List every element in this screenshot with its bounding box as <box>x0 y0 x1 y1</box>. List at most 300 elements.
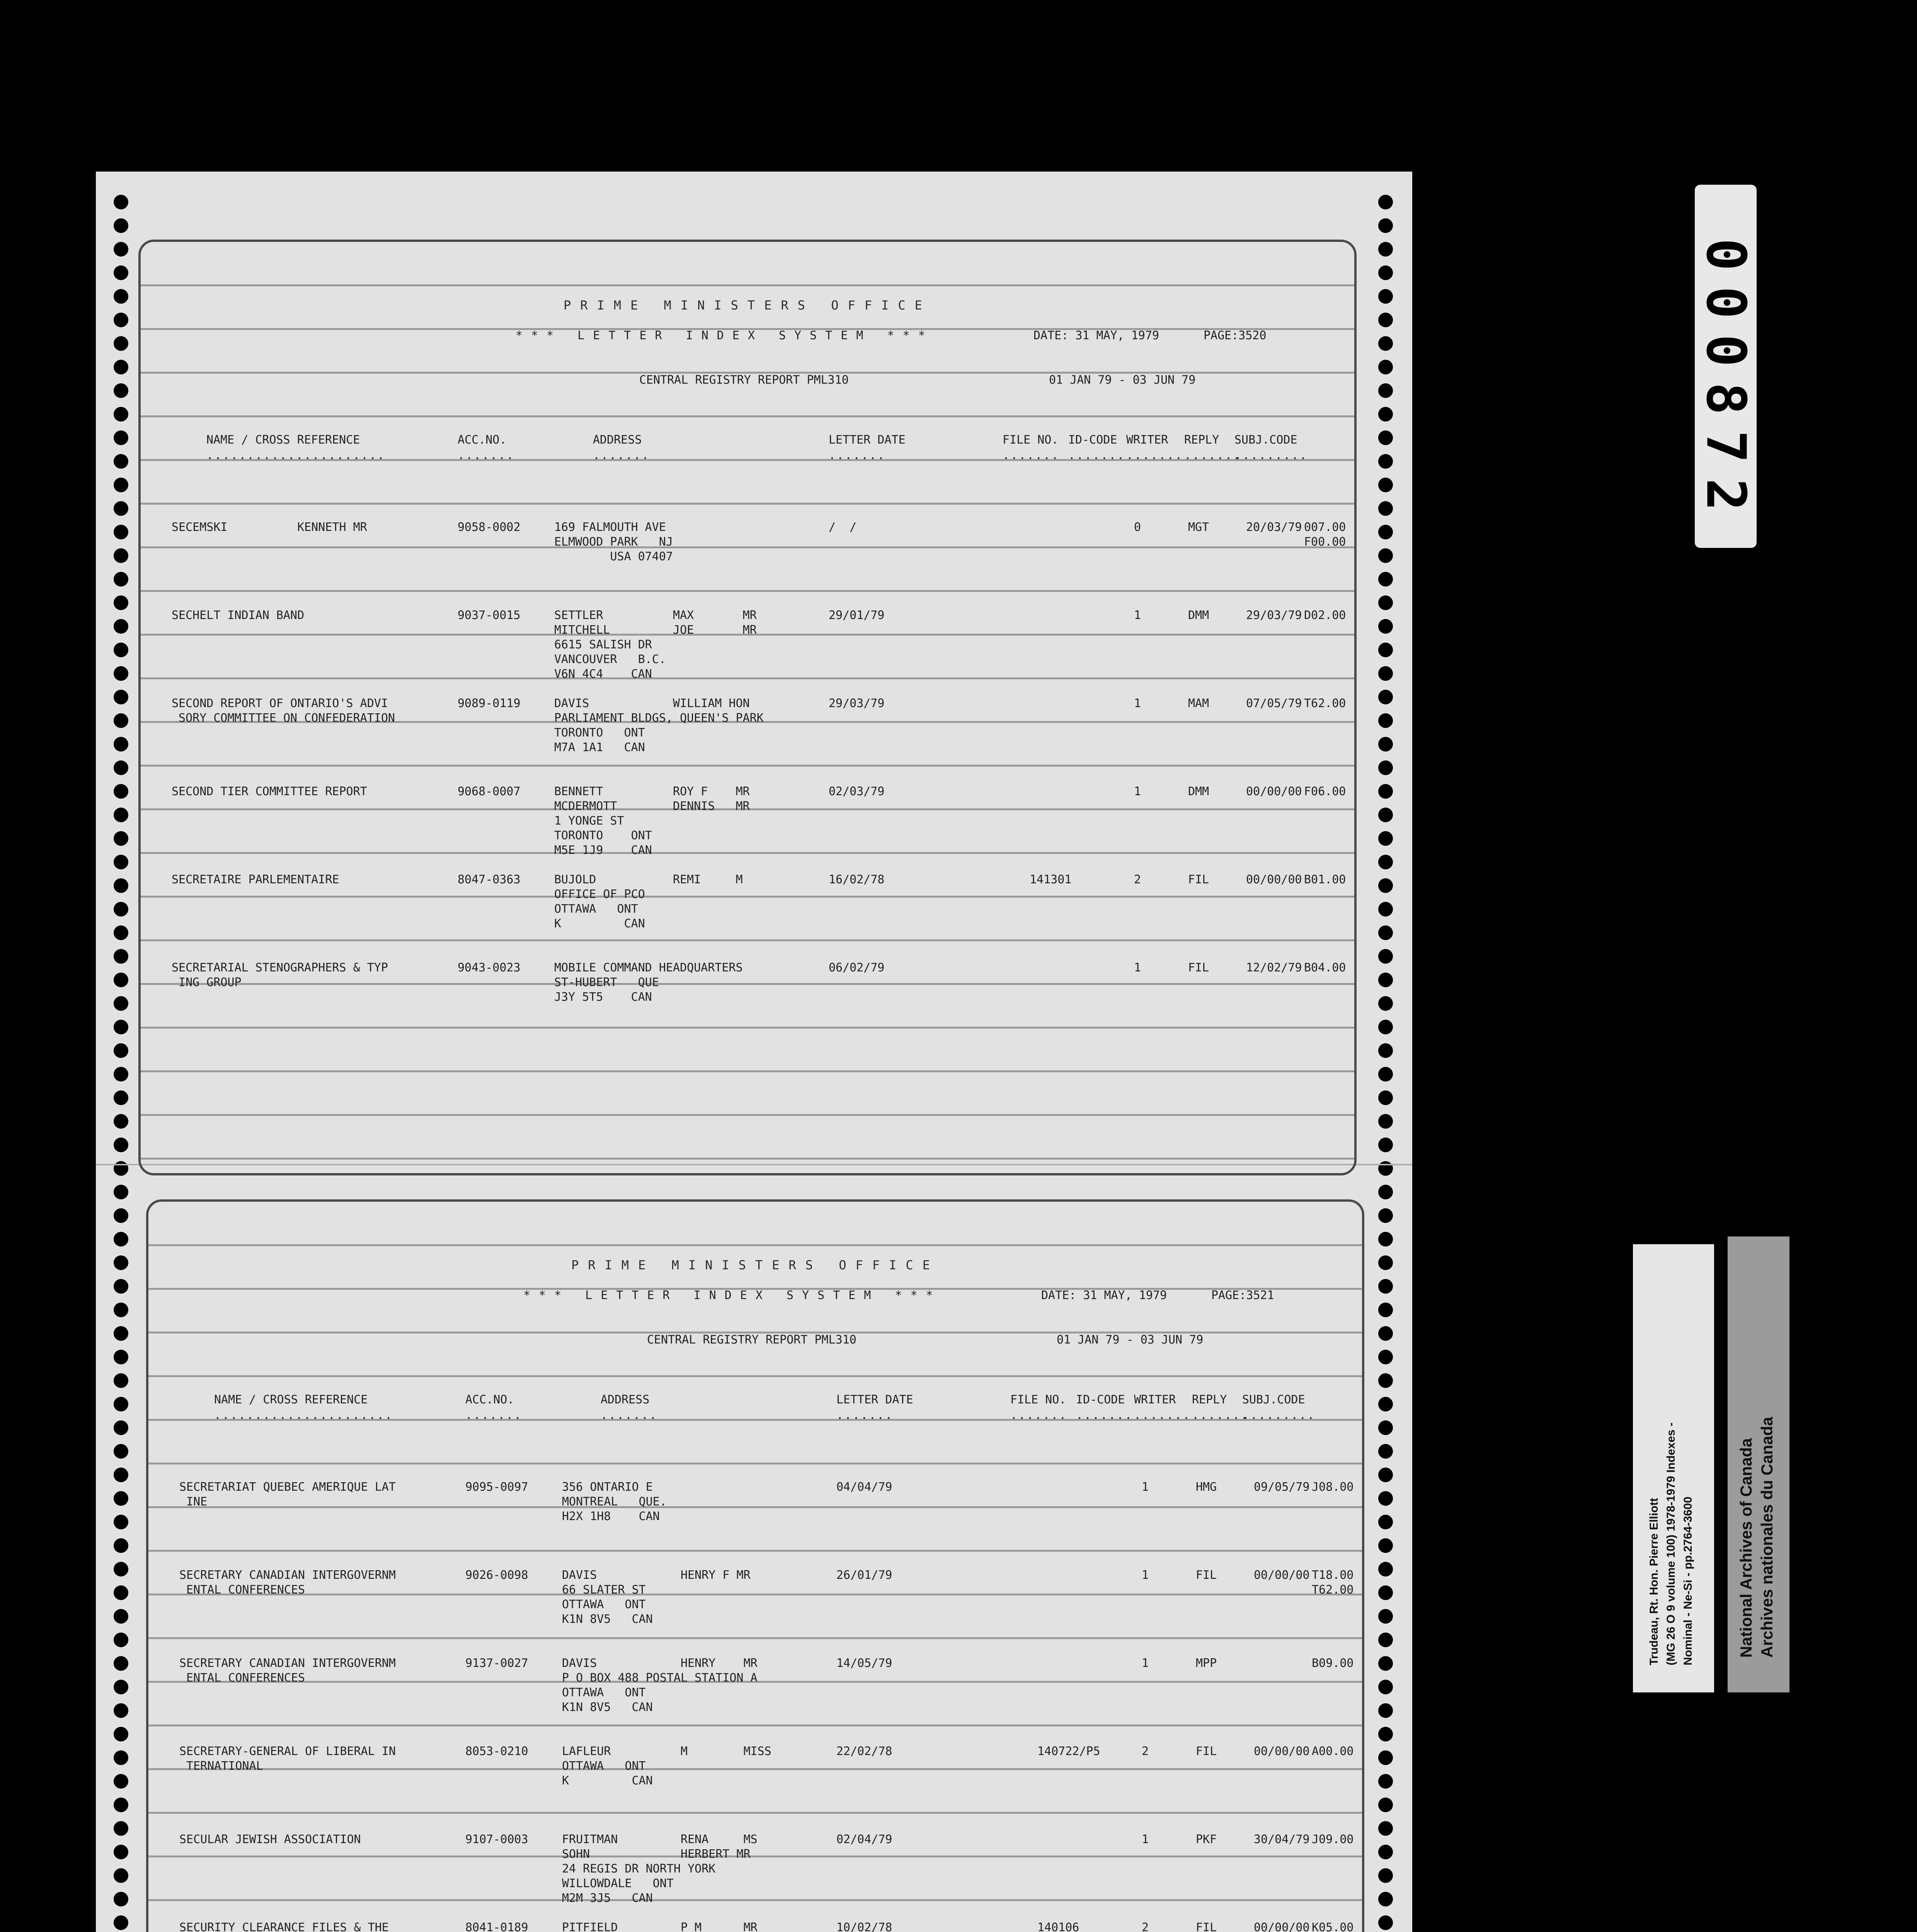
tractor-hole <box>1378 1868 1393 1883</box>
tractor-hole <box>114 1468 128 1482</box>
address-line: PITFIELD P M MR <box>562 1921 758 1932</box>
acc-no-cell: 8047-0363 <box>458 873 521 886</box>
reply-cell: 00/00/00 <box>1246 873 1302 886</box>
name-cell: SECRETARIAT QUEBEC AMERIQUE LAT INE <box>179 1480 396 1509</box>
tractor-hole <box>1378 1138 1393 1152</box>
id-code-cell: 1 <box>1134 697 1141 710</box>
name-cell: SECOND TIER COMMITTEE REPORT <box>172 785 367 798</box>
id-code-cell: 0 <box>1134 520 1141 534</box>
header-underline: ....... <box>829 449 886 462</box>
tractor-hole <box>1378 1397 1393 1412</box>
tractor-hole <box>1378 430 1393 445</box>
tractor-hole <box>1378 973 1393 987</box>
column-header-address: ADDRESS <box>601 1393 650 1406</box>
tractor-hole <box>114 336 128 351</box>
subj-code-cell: B04.00 <box>1304 961 1346 975</box>
tractor-hole <box>114 1043 128 1058</box>
acc-no-cell: 9037-0015 <box>458 609 521 622</box>
tractor-hole <box>1378 1821 1393 1836</box>
table-row <box>141 961 1354 1038</box>
ruled-line <box>141 284 1354 286</box>
tractor-hole <box>114 218 128 233</box>
tractor-hole <box>114 855 128 869</box>
name-cell: SECEMSKI KENNETH MR <box>172 520 367 534</box>
tractor-hole <box>1378 360 1393 374</box>
tractor-hole <box>114 1774 128 1789</box>
tractor-hole <box>1378 407 1393 422</box>
tractor-hole <box>1378 1067 1393 1082</box>
tractor-hole <box>114 713 128 728</box>
reply-cell: 07/05/79 <box>1246 697 1302 710</box>
address-line: BUJOLD REMI M <box>554 873 743 886</box>
tractor-hole <box>114 1090 128 1105</box>
tractor-hole <box>114 1538 128 1553</box>
table-row <box>141 784 1354 862</box>
tractor-hole <box>1378 690 1393 704</box>
address-cell <box>562 1656 758 1715</box>
tractor-hole <box>1378 195 1393 209</box>
tractor-hole <box>1378 265 1393 280</box>
column-header-reply: REPLY <box>1192 1393 1227 1406</box>
archive-stamp <box>1728 1236 1789 1692</box>
tractor-hole <box>1378 383 1393 398</box>
address-cell <box>554 520 673 564</box>
tractor-hole <box>1378 1468 1393 1482</box>
address-cell <box>554 872 743 931</box>
address-line: 24 REGIS DR NORTH YORK <box>562 1862 716 1876</box>
tractor-hole <box>1378 1892 1393 1906</box>
header-underline: ....... <box>836 1408 894 1422</box>
table-row <box>148 1920 1362 1932</box>
tractor-hole <box>1378 1727 1393 1742</box>
tractor-hole <box>114 1185 128 1199</box>
table-row <box>141 696 1354 774</box>
name-cell: SECULAR JEWISH ASSOCIATION <box>179 1833 361 1846</box>
address-cell <box>554 608 757 682</box>
tractor-hole <box>114 1562 128 1577</box>
tractor-hole <box>1378 1279 1393 1294</box>
table-row <box>141 872 1354 950</box>
tractor-hole <box>114 265 128 280</box>
address-line: TORONTO ONT <box>554 726 645 740</box>
subj-code-cell: B09.00 <box>1312 1656 1354 1670</box>
tractor-hole <box>1378 1255 1393 1270</box>
tractor-hole <box>1378 784 1393 799</box>
office-title: PRIME MINISTERS OFFICE <box>564 298 931 313</box>
tractor-hole <box>114 1915 128 1930</box>
system-title: *** LETTER INDEX SYSTEM *** <box>523 1289 941 1302</box>
writer-cell: MPP <box>1196 1656 1217 1670</box>
ruled-line <box>141 415 1354 417</box>
tractor-hole <box>114 1279 128 1294</box>
tractor-hole <box>114 1255 128 1270</box>
tractor-hole <box>1378 313 1393 327</box>
frame-number-text: 000872 <box>1694 238 1757 527</box>
tractor-hole <box>114 289 128 304</box>
id-code-cell: 1 <box>1142 1833 1149 1846</box>
tractor-hole <box>1378 1585 1393 1600</box>
table-row <box>148 1656 1362 1733</box>
tractor-hole <box>1378 454 1393 469</box>
tractor-hole <box>114 1208 128 1223</box>
acc-no-cell: 9043-0023 <box>458 961 521 975</box>
table-row <box>148 1568 1362 1645</box>
address-line: DAVIS HENRY MR <box>562 1656 758 1670</box>
reply-cell: 00/00/00 <box>1254 1568 1310 1582</box>
tractor-hole <box>1378 218 1393 233</box>
acc-no-cell: 9058-0002 <box>458 520 521 534</box>
tractor-hole <box>1378 643 1393 657</box>
tractor-hole <box>114 831 128 846</box>
tractor-hole <box>114 1633 128 1647</box>
header-underline: ....... <box>458 449 515 462</box>
tractor-hole <box>1378 1350 1393 1364</box>
tractor-hole <box>1378 1774 1393 1789</box>
tractor-hole <box>1378 737 1393 752</box>
tractor-hole <box>114 1609 128 1624</box>
tractor-hole <box>1378 1750 1393 1765</box>
header-underline: ....... <box>593 449 650 462</box>
subj-code-cell: T62.00 <box>1304 697 1346 710</box>
letter-date-cell: 06/02/79 <box>829 961 885 975</box>
header-underline: ....... <box>1134 1408 1191 1422</box>
address-line: K CAN <box>554 917 645 930</box>
name-cell: SECRETARY CANADIAN INTERGOVERNM ENTAL CONFERENCES <box>179 1568 396 1597</box>
tractor-hole <box>114 1798 128 1812</box>
reply-cell: 00/00/00 <box>1254 1745 1310 1758</box>
table-row <box>148 1832 1362 1910</box>
id-code-cell: 2 <box>1142 1745 1149 1758</box>
tractor-hole <box>1378 1562 1393 1577</box>
address-line: M7A 1A1 CAN <box>554 741 645 754</box>
tractor-hole <box>1378 572 1393 587</box>
address-cell <box>562 1832 758 1906</box>
tractor-hole <box>1378 1303 1393 1317</box>
address-line: M2M 3J5 CAN <box>562 1891 653 1905</box>
address-cell <box>562 1568 751 1627</box>
tractor-hole <box>1378 878 1393 893</box>
tractor-hole <box>1378 1373 1393 1388</box>
column-header-writer: WRITER <box>1126 433 1168 447</box>
tractor-hole <box>1378 1444 1393 1459</box>
id-code-cell: 1 <box>1142 1568 1149 1582</box>
header-underline: ......... <box>1242 1408 1316 1422</box>
address-line: MOBILE COMMAND HEADQUARTERS <box>554 961 743 975</box>
tractor-hole <box>1378 1845 1393 1859</box>
letter-date-cell: 26/01/79 <box>836 1568 892 1582</box>
tractor-hole <box>114 595 128 610</box>
subj-code-cell: A00.00 <box>1312 1745 1354 1758</box>
ruled-line <box>141 1158 1354 1160</box>
address-line: FRUITMAN RENA MS <box>562 1833 758 1846</box>
tractor-hole <box>114 1161 128 1176</box>
letter-date-cell: 10/02/78 <box>836 1921 892 1932</box>
name-cell: SECRETARY-GENERAL OF LIBERAL IN TERNATIONAL <box>179 1745 396 1773</box>
acc-no-cell: 9089-0119 <box>458 697 521 710</box>
address-line: 169 FALMOUTH AVE <box>554 520 666 534</box>
header-underline: ....... <box>601 1408 658 1422</box>
tractor-hole <box>1378 619 1393 634</box>
writer-cell: MAM <box>1188 697 1209 710</box>
tractor-hole <box>1378 1656 1393 1671</box>
id-code-cell: 1 <box>1134 609 1141 622</box>
tractor-hole <box>114 1067 128 1082</box>
archive-name-en: National Archives of Canada <box>1737 1438 1755 1658</box>
address-line: DAVIS WILLIAM HON <box>554 697 750 710</box>
subj-code-cell: J09.00 <box>1312 1833 1354 1846</box>
acc-no-cell: 9137-0027 <box>465 1656 528 1670</box>
reply-cell: 30/04/79 <box>1254 1833 1310 1846</box>
address-line: M5E 1J9 CAN <box>554 844 652 857</box>
writer-cell: DMM <box>1188 785 1209 798</box>
subj-code-cell: 007.00 F00.00 <box>1304 520 1346 549</box>
tractor-hole <box>114 572 128 587</box>
column-header-address: ADDRESS <box>593 433 642 447</box>
id-code-cell: 1 <box>1142 1480 1149 1494</box>
tractor-hole <box>1378 1798 1393 1812</box>
tractor-hole <box>114 737 128 752</box>
header-underline: ....... <box>1126 449 1183 462</box>
address-line: MITCHELL JOE MR <box>554 623 757 637</box>
subj-code-cell: T18.00 T62.00 <box>1312 1568 1354 1597</box>
address-line: 1 YONGE ST <box>554 814 624 828</box>
tractor-hole <box>1378 1515 1393 1529</box>
tractor-hole <box>114 1420 128 1435</box>
tractor-hole <box>114 784 128 799</box>
tractor-hole <box>114 902 128 917</box>
address-line: USA 07407 <box>554 550 673 563</box>
name-cell: SECRETARY CANADIAN INTERGOVERNM ENTAL CONFERENCES <box>179 1656 396 1685</box>
archive-label <box>1633 1244 1714 1692</box>
reply-cell: 29/03/79 <box>1246 609 1302 622</box>
header-underline: ....... <box>1192 1408 1249 1422</box>
column-header-subj: SUBJ.CODE <box>1242 1393 1305 1406</box>
ruled-line <box>141 503 1354 505</box>
tractor-hole <box>114 1397 128 1412</box>
address-cell <box>554 961 743 1005</box>
address-line: WILLOWDALE ONT <box>562 1877 674 1890</box>
tractor-hole <box>114 454 128 469</box>
column-header-acc: ACC.NO. <box>458 433 507 447</box>
header-underline: ....... <box>465 1408 523 1422</box>
ruled-line <box>148 1375 1362 1377</box>
page-number: PAGE:3520 <box>1204 329 1267 342</box>
writer-cell: MGT <box>1188 520 1209 534</box>
name-cell: SECHELT INDIAN BAND <box>172 609 305 622</box>
letter-date-cell: / / <box>829 520 857 534</box>
tractor-hole <box>1378 1420 1393 1435</box>
tractor-hole <box>114 1491 128 1506</box>
tractor-hole <box>114 478 128 492</box>
tractor-hole <box>114 1114 128 1129</box>
tractor-hole <box>114 313 128 327</box>
reply-cell: 00/00/00 <box>1254 1921 1310 1932</box>
header-underline: ......... <box>1234 449 1308 462</box>
address-line: OFFICE OF PCO <box>554 888 645 901</box>
tractor-hole <box>1378 996 1393 1011</box>
tractor-hole <box>114 666 128 681</box>
address-line: K CAN <box>562 1774 653 1787</box>
address-cell <box>562 1744 771 1788</box>
tractor-hole <box>114 619 128 634</box>
tractor-hole <box>114 242 128 257</box>
address-cell <box>554 696 764 755</box>
address-line: J3Y 5T5 CAN <box>554 990 652 1004</box>
column-header-reply: REPLY <box>1184 433 1219 447</box>
tractor-hole <box>1378 1491 1393 1506</box>
tractor-hole <box>1378 525 1393 539</box>
archive-name-fr: Archives nationales du Canada <box>1758 1417 1776 1658</box>
address-line: H2X 1H8 CAN <box>562 1510 660 1523</box>
tractor-hole <box>114 1326 128 1341</box>
id-code-cell: 1 <box>1142 1656 1149 1670</box>
tractor-hole <box>114 760 128 775</box>
writer-cell: FIL <box>1196 1921 1217 1932</box>
tractor-hole <box>114 548 128 563</box>
header-underline: ....... <box>1010 1408 1067 1422</box>
tractor-hole <box>1378 1208 1393 1223</box>
address-line: OTTAWA ONT <box>562 1686 646 1699</box>
tractor-hole <box>1378 666 1393 681</box>
writer-cell: PKF <box>1196 1833 1217 1846</box>
writer-cell: HMG <box>1196 1480 1217 1494</box>
address-line: LAFLEUR M MISS <box>562 1745 771 1758</box>
writer-cell: FIL <box>1188 873 1209 886</box>
file-no-cell: 141301 <box>1030 873 1072 886</box>
ruled-line <box>148 1244 1362 1246</box>
address-line: BENNETT ROY F MR <box>554 785 750 798</box>
system-title: *** LETTER INDEX SYSTEM *** <box>516 329 934 342</box>
letter-date-cell: 04/04/79 <box>836 1480 892 1494</box>
tractor-hole <box>1378 902 1393 917</box>
id-code-cell: 2 <box>1142 1921 1149 1932</box>
acc-no-cell: 9068-0007 <box>458 785 521 798</box>
column-header-date: LETTER DATE <box>829 433 906 447</box>
subj-code-cell: K05.00 <box>1312 1921 1354 1932</box>
table-row <box>148 1480 1362 1557</box>
address-line: MONTREAL QUE. <box>562 1495 667 1509</box>
label-line-1: Trudeau, Rt. Hon. Pierre Elliott <box>1648 1498 1660 1665</box>
address-line: 6615 SALISH DR <box>554 638 652 651</box>
address-line: OTTAWA ONT <box>554 902 638 916</box>
writer-cell: DMM <box>1188 609 1209 622</box>
header-underline: ....... <box>1068 449 1125 462</box>
column-header-name: NAME / CROSS REFERENCE <box>206 433 360 447</box>
archive-frame-number <box>1695 185 1757 548</box>
report-date: DATE: 31 MAY, 1979 <box>1033 329 1159 342</box>
tractor-hole <box>1378 501 1393 516</box>
tractor-hole <box>114 1703 128 1718</box>
writer-cell: FIL <box>1196 1745 1217 1758</box>
column-header-writer: WRITER <box>1134 1393 1176 1406</box>
tractor-hole <box>1378 713 1393 728</box>
tractor-hole <box>1378 855 1393 869</box>
tractor-hole <box>114 1232 128 1247</box>
letter-date-cell: 16/02/78 <box>829 873 885 886</box>
file-no-cell: 140106 <box>1037 1921 1079 1932</box>
tractor-hole <box>1378 1538 1393 1553</box>
letter-date-cell: 02/04/79 <box>836 1833 892 1846</box>
reply-cell: 12/02/79 <box>1246 961 1302 975</box>
tractor-hole <box>114 383 128 398</box>
header-underline: ....... <box>1184 449 1241 462</box>
name-cell: SECURITY CLEARANCE FILES & THE <box>179 1921 389 1932</box>
tractor-hole <box>1378 478 1393 492</box>
header-underline: ...................... <box>214 1408 393 1422</box>
tractor-hole <box>1378 242 1393 257</box>
tractor-hole <box>114 501 128 516</box>
tractor-hole <box>1378 595 1393 610</box>
acc-no-cell: 8041-0189 <box>465 1921 528 1932</box>
tractor-hole <box>1378 1633 1393 1647</box>
column-header-id: ID-CODE <box>1076 1393 1125 1406</box>
acc-no-cell: 8053-0210 <box>465 1745 528 1758</box>
tractor-hole <box>114 525 128 539</box>
address-line: SETTLER MAX MR <box>554 609 757 622</box>
letter-date-cell: 22/02/78 <box>836 1745 892 1758</box>
tractor-hole <box>1378 1915 1393 1930</box>
letter-date-cell: 29/01/79 <box>829 609 885 622</box>
tractor-hole <box>114 1515 128 1529</box>
report-name: CENTRAL REGISTRY REPORT PML310 <box>639 373 849 387</box>
tractor-hole <box>114 360 128 374</box>
tractor-hole <box>1378 336 1393 351</box>
address-line: V6N 4C4 CAN <box>554 667 652 681</box>
column-header-file: FILE NO. <box>1010 1393 1066 1406</box>
tractor-hole <box>114 643 128 657</box>
tractor-hole <box>114 690 128 704</box>
office-title: PRIME MINISTERS OFFICE <box>571 1258 939 1272</box>
tractor-hole <box>114 925 128 940</box>
acc-no-cell: 9095-0097 <box>465 1480 528 1494</box>
name-cell: SECRETAIRE PARLEMENTAIRE <box>172 873 339 886</box>
letter-date-cell: 02/03/79 <box>829 785 885 798</box>
tractor-hole <box>114 1845 128 1859</box>
address-line: K1N 8V5 CAN <box>562 1612 653 1626</box>
tractor-hole <box>114 1303 128 1317</box>
printout-page-1 <box>138 240 1357 1175</box>
report-name: CENTRAL REGISTRY REPORT PML310 <box>647 1333 856 1347</box>
address-line: OTTAWA ONT <box>562 1759 646 1773</box>
ruled-line <box>141 1070 1354 1072</box>
tractor-hole <box>114 1020 128 1034</box>
tractor-hole <box>114 1750 128 1765</box>
subj-code-cell: B01.00 <box>1304 873 1346 886</box>
writer-cell: FIL <box>1196 1568 1217 1582</box>
tractor-hole <box>1378 1609 1393 1624</box>
tractor-hole <box>1378 1326 1393 1341</box>
date-range: 01 JAN 79 - 03 JUN 79 <box>1057 1333 1204 1347</box>
ruled-line <box>141 1114 1354 1116</box>
address-line: K1N 8V5 CAN <box>562 1701 653 1714</box>
name-cell: SECRETARIAL STENOGRAPHERS & TYP ING GROUP <box>172 961 388 989</box>
tractor-hole <box>114 430 128 445</box>
tractor-hole <box>114 1350 128 1364</box>
tractor-hole <box>114 1656 128 1671</box>
column-header-name: NAME / CROSS REFERENCE <box>214 1393 368 1406</box>
tractor-hole <box>114 1680 128 1694</box>
tractor-hole <box>1378 1232 1393 1247</box>
tractor-hole <box>1378 949 1393 964</box>
tractor-hole <box>1378 1680 1393 1694</box>
label-line-3: Nominal - Ne-Si - pp.2764-3600 <box>1682 1497 1694 1665</box>
tractor-hole <box>1378 925 1393 940</box>
tractor-hole <box>114 1892 128 1906</box>
printout-page-2 <box>146 1199 1364 1932</box>
page-number: PAGE:3521 <box>1211 1289 1274 1302</box>
tractor-hole <box>114 808 128 822</box>
table-row <box>141 520 1354 597</box>
